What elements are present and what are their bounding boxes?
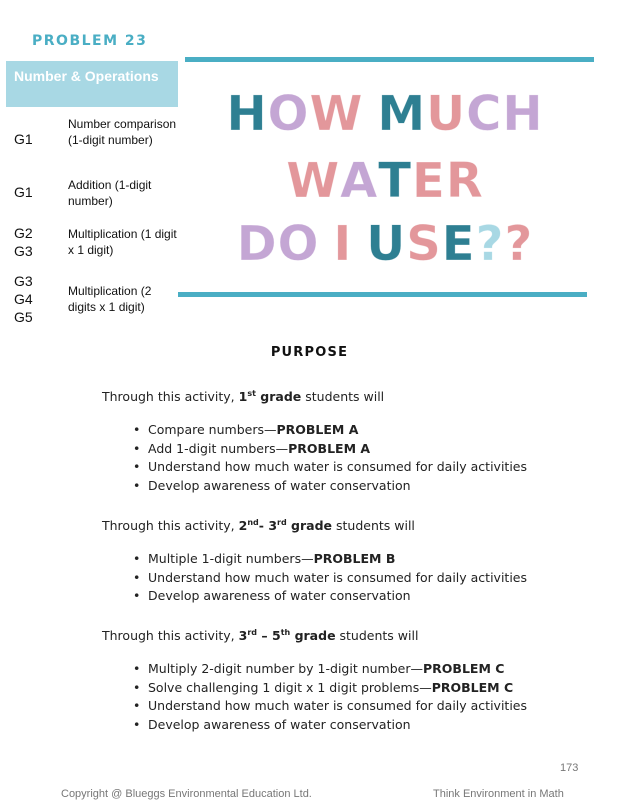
page-number: 173 — [560, 762, 579, 774]
list-item: • Understand how much water is consumed for daily activities — [133, 569, 527, 588]
list-item: • Develop awareness of water conservation — [133, 587, 527, 606]
title-letter: ? — [475, 216, 505, 272]
title-line-1 — [185, 88, 585, 140]
footer-copyright: Copyright @ Blueggs Environmental Education Ltd. — [61, 788, 312, 800]
grade-description: Multiplication (2 digits x 1 digit) — [68, 284, 152, 314]
title-letter: E — [412, 153, 446, 209]
title-letter: D — [236, 216, 278, 272]
list-item: • Understand how much water is consumed for daily activities — [133, 458, 527, 477]
section-intro: Through this activity, 3rd – 5th grade students will — [102, 628, 419, 643]
grade-code: G1 — [14, 131, 33, 147]
list-item: • Develop awareness of water conservation — [133, 716, 527, 735]
list-item: • Solve challenging 1 digit x 1 digit problems—PROBLEM C — [133, 679, 527, 698]
section-intro: Through this activity, 2nd- 3rd grade students will — [102, 518, 415, 533]
section-points — [133, 550, 527, 606]
title-letter: ? — [504, 216, 534, 272]
title-line-3 — [185, 218, 585, 270]
problem-label: PROBLEM 23 — [32, 33, 148, 49]
title-letter: R — [445, 153, 484, 209]
title-letter: U — [426, 86, 467, 142]
title-bottom-rule — [178, 292, 587, 297]
grade-code: G2 — [14, 225, 33, 241]
grade-description: Multiplication (1 digit x 1 digit) — [68, 227, 177, 257]
section-points — [133, 421, 527, 495]
title-letter: C — [466, 86, 503, 142]
grade-description: Number comparison (1-digit number) — [68, 117, 177, 147]
grade-code: G1 — [14, 184, 33, 200]
title-letter — [352, 218, 366, 270]
title-letter: I — [333, 216, 353, 272]
grade-code: G4 — [14, 291, 33, 307]
footer-tagline: Think Environment in Math — [433, 788, 564, 800]
grade-code: G3 — [14, 243, 33, 259]
title-letter: E — [441, 216, 476, 272]
title-line-2 — [185, 155, 585, 207]
title-top-rule — [185, 57, 594, 62]
list-item: • Compare numbers—PROBLEM A — [133, 421, 527, 440]
title-letter: W — [309, 86, 364, 142]
title-letter — [363, 88, 377, 140]
title-letter: O — [267, 86, 310, 142]
list-item: • Multiply 2-digit number by 1-digit number—PROBLEM C — [133, 660, 527, 679]
title-letter: O — [277, 216, 320, 272]
list-item: • Multiple 1-digit numbers—PROBLEM B — [133, 550, 527, 569]
title-letter: S — [406, 216, 442, 272]
grade-code: G5 — [14, 309, 33, 325]
category-box: Number & Operations — [6, 61, 178, 107]
title-letter: U — [366, 216, 407, 272]
title-letter: T — [378, 153, 413, 209]
title-letter: M — [377, 86, 427, 142]
list-item: • Understand how much water is consumed for daily activities — [133, 697, 527, 716]
list-item: • Develop awareness of water conservation — [133, 477, 527, 496]
title-letter: H — [502, 86, 544, 142]
title-letter — [319, 218, 333, 270]
title-letter: H — [226, 86, 268, 142]
grade-code: G3 — [14, 273, 33, 289]
title-letter: A — [340, 153, 379, 209]
grade-description: Addition (1-digit number) — [68, 178, 152, 208]
section-intro: Through this activity, 1st grade students will — [102, 389, 385, 404]
list-item: • Add 1-digit numbers—PROBLEM A — [133, 440, 527, 459]
section-points — [133, 660, 527, 734]
purpose-heading: PURPOSE — [270, 345, 349, 360]
title-letter: W — [286, 153, 341, 209]
